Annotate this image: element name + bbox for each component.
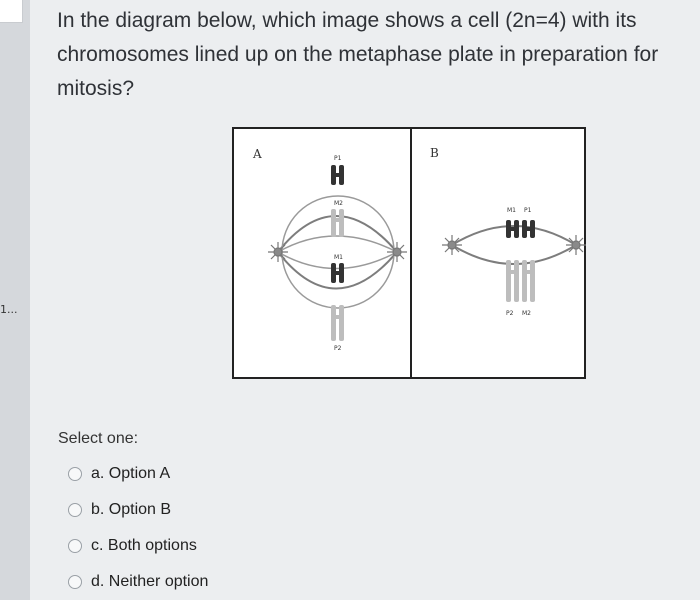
option-d[interactable]: [68, 564, 208, 600]
select-one-prompt: Select one:: [58, 430, 139, 447]
question-text: In the diagram below, which image shows a cell (2n=4) with its chromosomes lined up on the metaphase plate in preparation for mitosis?: [57, 9, 659, 100]
panel-a-label: A: [253, 147, 262, 161]
radio-c-icon[interactable]: [68, 539, 82, 553]
label-a-p1: P1: [334, 155, 342, 162]
centrosome-b-right: [566, 235, 586, 255]
option-c-label: c. Both options: [91, 537, 197, 554]
question-card: [30, 0, 700, 600]
radio-a-icon[interactable]: [68, 467, 82, 481]
left-nav-strip: [0, 0, 30, 600]
panel-b-label: B: [430, 146, 439, 160]
radio-d-icon[interactable]: [68, 575, 82, 589]
centrosome-a-right: [387, 242, 407, 262]
centrosome-a-left: [268, 242, 288, 262]
label-b-p1: P1: [524, 207, 532, 214]
label-a-m2: M2: [334, 200, 343, 207]
centrosome-b-left: [442, 235, 462, 255]
option-c[interactable]: [68, 528, 208, 564]
label-a-p2: P2: [334, 345, 342, 352]
option-a[interactable]: [68, 456, 208, 492]
option-b-label: b. Option B: [91, 501, 172, 518]
label-b-p2: P2: [506, 310, 514, 317]
option-a-label: a. Option A: [91, 465, 171, 482]
answer-options: [68, 456, 208, 600]
cell-diagram: [230, 125, 590, 380]
nav-stub-text: 1...: [0, 303, 18, 316]
option-d-label: d. Neither option: [91, 573, 209, 590]
label-a-m1: M1: [334, 254, 343, 261]
option-b[interactable]: [68, 492, 208, 528]
nav-box[interactable]: [0, 0, 23, 23]
radio-b-icon[interactable]: [68, 503, 82, 517]
label-b-m1: M1: [507, 207, 516, 214]
panel-a-frame: [233, 128, 411, 378]
label-b-m2: M2: [522, 310, 531, 317]
